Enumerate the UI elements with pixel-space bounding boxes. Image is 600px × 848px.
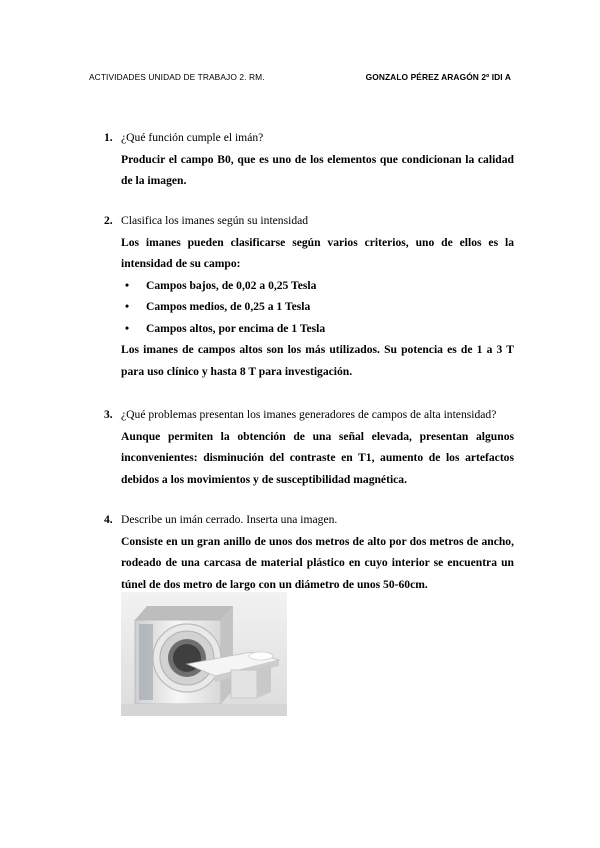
list-item [121,296,514,318]
answer-text: Los imanes pueden clasificarse según varios criterios, uno de ellos es la intensidad de su campo: [121,235,514,270]
page-header [89,72,511,86]
answer-text-continued: Los imanes de campos altos son los más utilizados. Su potencia es de 1 a 3 T para uso clínico y hasta 8 T para investigación. [121,343,514,378]
header-course-title: ACTIVIDADES UNIDAD DE TRABAJO 2. RM. [89,72,265,82]
question-4 [104,509,514,595]
question-text: Clasifica los imanes según su intensidad [121,214,309,227]
question-number: 2. [104,214,113,227]
list-item [121,318,514,340]
question-number: 3. [104,408,113,421]
question-number: 4. [104,513,113,526]
question-text: ¿Qué función cumple el imán? [121,131,264,144]
header-author: GONZALO PÉREZ ARAGÓN 2º IDI A [365,72,511,82]
question-2 [104,210,514,382]
list-item-text: Campos altos, por encima de 1 Tesla [146,321,326,335]
answer-text: Consiste en un gran anillo de unos dos metros de alto por dos metros de ancho, rodeado de una carcasa de material plástico en cuyo interior se encuentra un túnel de dos metro de largo con un diámetro de unos 50-60cm. [121,534,514,591]
answer-text: Producir el campo B0, que es uno de los elementos que condicionan la calidad de la imagen. [121,152,514,187]
bullet-icon: • [125,300,130,313]
question-3 [104,404,514,490]
list-item-text: Campos medios, de 0,25 a 1 Tesla [146,300,311,313]
question-text: ¿Qué problemas presentan los imanes generadores de campos de alta intensidad? [121,408,497,421]
bullet-icon: • [125,321,130,335]
question-number: 1. [104,131,113,144]
list-item-text: Campos bajos, de 0,02 a 0,25 Tesla [146,278,317,292]
question-text: Describe un imán cerrado. Inserta una imagen. [121,513,338,526]
list-item [121,275,514,297]
mri-scanner-illustration [121,592,287,716]
question-1 [104,127,514,192]
field-strength-list [121,275,514,340]
mri-scanner-image [121,592,287,716]
bullet-icon: • [125,278,130,292]
answer-text: Aunque permiten la obtención de una señal elevada, presentan algunos inconvenientes: disminución del contraste en T1, aumento de los artefactos debidos a los movimientos y de susceptibilidad magnética. [121,429,514,486]
